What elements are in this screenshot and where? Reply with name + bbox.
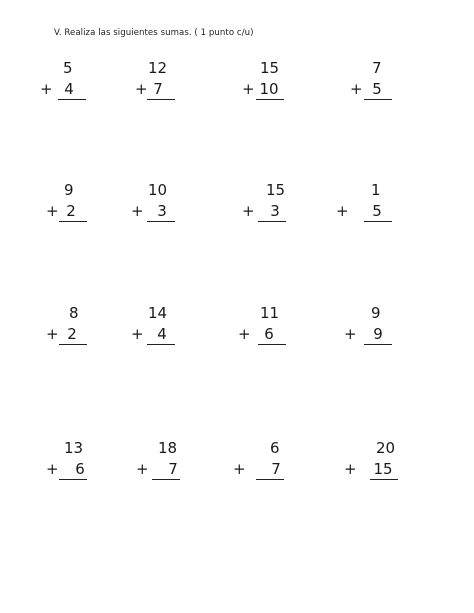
plus-sign: +	[238, 325, 251, 343]
problem-top-number: 14	[148, 304, 168, 322]
answer-line	[370, 479, 398, 480]
problem-bottom-number: 3	[270, 202, 280, 220]
plus-sign: +	[336, 202, 349, 220]
answer-line	[258, 221, 286, 222]
plus-sign: +	[344, 460, 357, 478]
plus-sign: +	[242, 202, 255, 220]
plus-sign: +	[131, 202, 144, 220]
problem-8	[336, 182, 406, 232]
problem-11	[238, 305, 308, 355]
problem-bottom-number: 15	[373, 460, 393, 478]
problem-4	[350, 60, 420, 110]
problem-top-number: 8	[69, 304, 79, 322]
plus-sign: +	[131, 325, 144, 343]
problem-bottom-number: 5	[372, 80, 382, 98]
answer-line	[59, 221, 87, 222]
problem-bottom-number: 9	[373, 325, 383, 343]
plus-sign: +	[136, 460, 149, 478]
problem-15	[233, 440, 303, 490]
answer-line	[59, 479, 87, 480]
instruction-text: V. Realiza las siguientes sumas. ( 1 punto c/u)	[54, 28, 254, 38]
plus-sign: +	[135, 80, 148, 98]
problem-5	[46, 182, 116, 232]
problem-top-number: 9	[371, 304, 381, 322]
problem-top-number: 20	[376, 439, 396, 457]
answer-line	[59, 344, 87, 345]
problem-bottom-number: 4	[157, 325, 167, 343]
problem-bottom-number: 10	[259, 80, 279, 98]
problem-top-number: 13	[64, 439, 84, 457]
problem-top-number: 6	[270, 439, 280, 457]
problem-10	[131, 305, 201, 355]
problem-top-number: 15	[260, 59, 280, 77]
plus-sign: +	[40, 80, 53, 98]
answer-line	[58, 99, 86, 100]
answer-line	[256, 479, 284, 480]
problem-6	[131, 182, 201, 232]
answer-line	[364, 344, 392, 345]
problem-1	[40, 60, 110, 110]
problem-bottom-number: 7	[271, 460, 281, 478]
problem-bottom-number: 4	[64, 80, 74, 98]
problem-bottom-number: 5	[372, 202, 382, 220]
problem-top-number: 7	[372, 59, 382, 77]
problem-3	[242, 60, 312, 110]
answer-line	[364, 99, 392, 100]
problem-top-number: 5	[63, 59, 73, 77]
plus-sign: +	[350, 80, 363, 98]
problem-bottom-number: 7	[168, 460, 178, 478]
plus-sign: +	[46, 325, 59, 343]
problem-top-number: 18	[158, 439, 178, 457]
answer-line	[147, 221, 175, 222]
plus-sign: +	[344, 325, 357, 343]
problem-bottom-number: 2	[66, 202, 76, 220]
problem-bottom-number: 7	[153, 80, 163, 98]
plus-sign: +	[46, 202, 59, 220]
problem-bottom-number: 2	[67, 325, 77, 343]
plus-sign: +	[233, 460, 246, 478]
plus-sign: +	[242, 80, 255, 98]
problem-bottom-number: 3	[157, 202, 167, 220]
problem-top-number: 1	[371, 181, 381, 199]
problem-bottom-number: 6	[75, 460, 85, 478]
answer-line	[147, 99, 175, 100]
problem-top-number: 12	[148, 59, 168, 77]
answer-line	[147, 344, 175, 345]
problem-13	[46, 440, 116, 490]
problem-12	[344, 305, 414, 355]
answer-line	[258, 344, 286, 345]
answer-line	[364, 221, 392, 222]
answer-line	[256, 99, 284, 100]
problem-top-number: 11	[260, 304, 280, 322]
problem-14	[136, 440, 206, 490]
problem-7	[242, 182, 312, 232]
problem-top-number: 10	[148, 181, 168, 199]
problem-bottom-number: 6	[264, 325, 274, 343]
problem-top-number: 15	[266, 181, 286, 199]
problem-16	[344, 440, 414, 490]
problem-2	[135, 60, 205, 110]
problem-top-number: 9	[64, 181, 74, 199]
plus-sign: +	[46, 460, 59, 478]
problem-9	[46, 305, 116, 355]
answer-line	[152, 479, 180, 480]
